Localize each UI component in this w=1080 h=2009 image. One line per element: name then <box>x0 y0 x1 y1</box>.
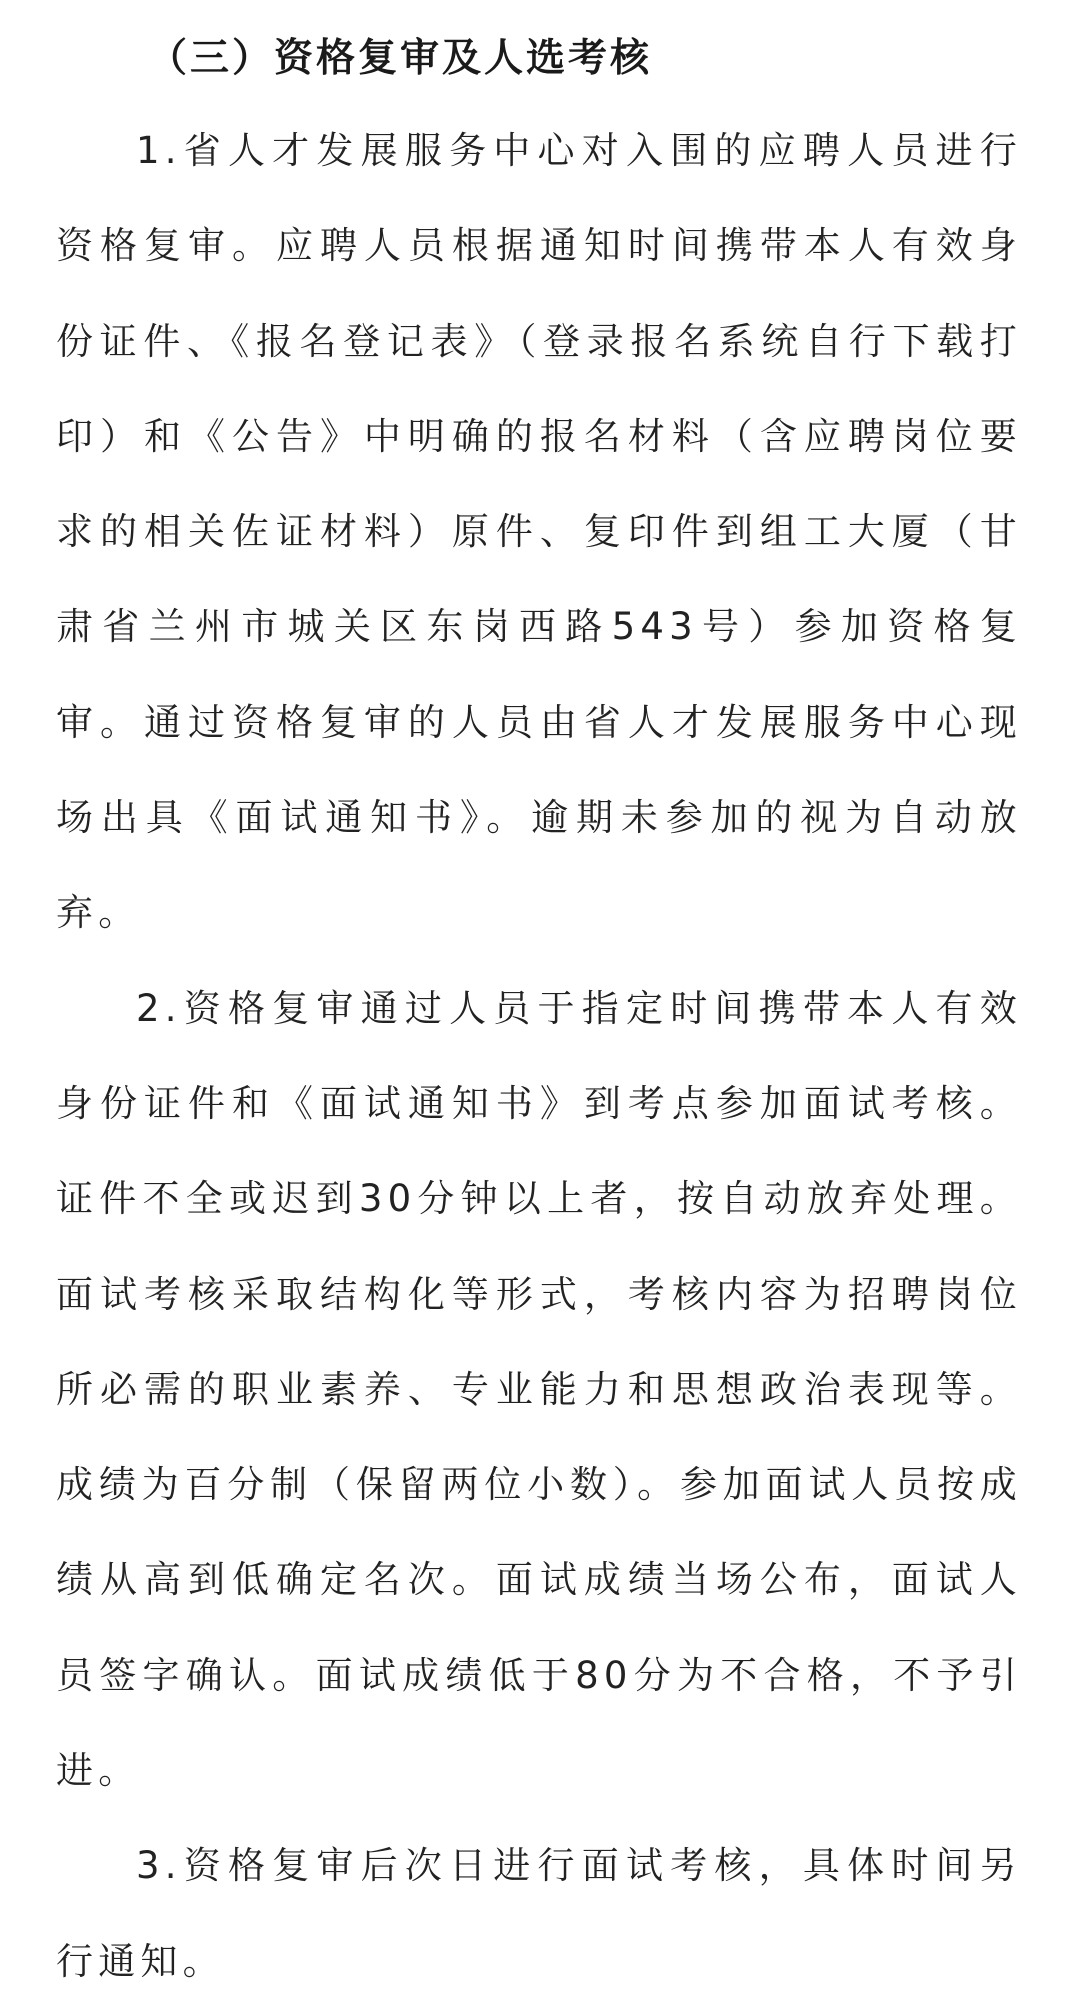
paragraph-3-interview-schedule: 3.资格复审后次日进行面试考核，具体时间另行通知。 <box>56 1844 1022 1983</box>
section-heading-wrap <box>56 28 1022 90</box>
paragraph-2-interview-assessment: 2.资格复审通过人员于指定时间携带本人有效身份证件和《面试通知书》到考点参加面试考核。证件不全或迟到30分钟以上者，按自动放弃处理。面试考核采取结构化等形式，考核内容为招聘岗位所必需的职业素养、专业能力和思想政治表现等。成绩为百分制（保留两位小数）。参加面试人员按成绩从高到低确定名次。面试成绩当场公布，面试人员签字确认。面试成绩低于80分为不合格，不予引进。 <box>56 986 1022 1793</box>
paragraph-1-qualification-review: 1.省人才发展服务中心对入围的应聘人员进行资格复审。应聘人员根据通知时间携带本人有效身份证件、《报名登记表》（登录报名系统自行下载打印）和《公告》中明确的报名材料（含应聘岗位要求的相关佐证材料）原件、复印件到组工大厦（甘肃省兰州市城关区东岗西路543号）参加资格复审。通过资格复审的人员由省人才发展服务中心现场出具《面试通知书》。逾期未参加的视为自动放弃。 <box>56 129 1022 935</box>
section-heading: （三）资格复审及人选考核 <box>148 36 653 81</box>
